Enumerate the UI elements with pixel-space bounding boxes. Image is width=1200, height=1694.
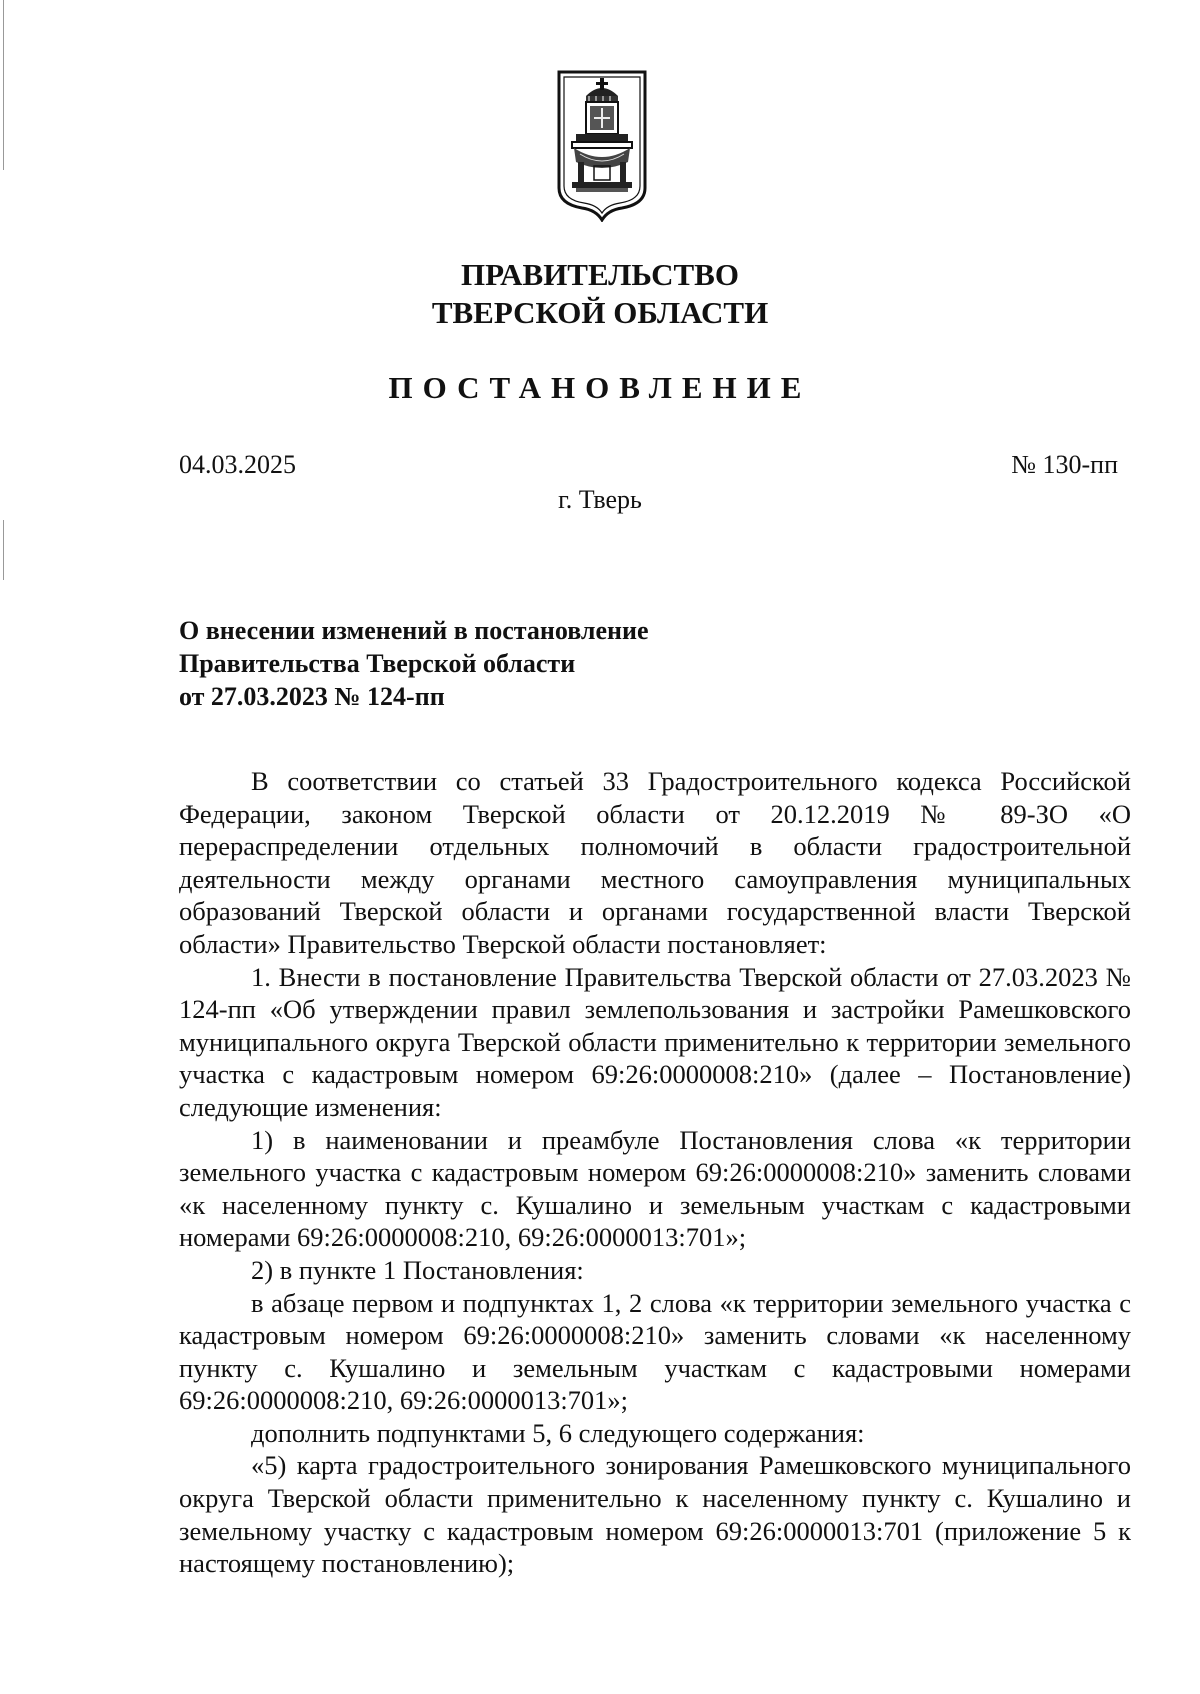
document-body (179, 765, 1131, 1580)
body-paragraph: 1. Внести в постановление Правительства Тверской области от 27.03.2023 № 124-пп «Об утверждении правил землепользования и застройки Рамешковского муниципального округа Тверской области применительно к территории земельного участка с кадастровым номером 69:26:0000008:210» (далее – Постановление) следующие изменения: (179, 961, 1131, 1122)
scan-edge-line (3, 0, 4, 170)
document-type: ПОСТАНОВЛЕНИЕ (388, 370, 812, 405)
document-subject (179, 614, 879, 713)
document-date: 04.03.2025 (179, 450, 296, 479)
body-paragraph: в абзаце первом и подпунктах 1, 2 слова «к территории земельного участка с кадастровым номером 69:26:0000008:210» заменить словами «к населенному пункту с. Кушалино и земельным участкам с кадастровыми номерами 69:26:0000008:210, 69:26:0000013:701»; (179, 1287, 1131, 1416)
tver-coat-of-arms-icon (556, 70, 648, 222)
document-number: № 130-пп (1011, 450, 1118, 479)
subject-line: О внесении изменений в постановление (179, 616, 649, 645)
body-paragraph: В соответствии со статьей 33 Градостроительного кодекса Российской Федерации, законом Тверской области от 20.12.2019 № 89-ЗО «О перераспределении отдельных полномочий в области градостроительной деятельности между органами местного самоуправления муниципальных образований Тверской области и органами государственной власти Тверской области» Правительство Тверской области постановляет: (179, 766, 1131, 959)
body-paragraph: дополнить подпунктами 5, 6 следующего содержания: (251, 1417, 865, 1448)
body-paragraph: 2) в пункте 1 Постановления: (251, 1254, 584, 1285)
scan-edge-line (3, 520, 4, 580)
subject-line: Правительства Тверской области (179, 649, 576, 678)
document-city: г. Тверь (558, 485, 642, 514)
organization-title-line2: ТВЕРСКОЙ ОБЛАСТИ (431, 295, 769, 330)
organization-title-line1: ПРАВИТЕЛЬСТВО (461, 257, 739, 292)
organization-title (0, 256, 1200, 332)
body-paragraph: 1) в наименовании и преамбуле Постановления слова «к территории земельного участка с кадастровым номером 69:26:0000008:210» заменить словами «к населенному пункту с. Кушалино и земельным участкам с кадастровыми номерами 69:26:0000008:210, 69:26:0000013:701»; (179, 1124, 1131, 1253)
body-paragraph: «5) карта градостроительного зонирования Рамешковского муниципального округа Тверской области применительно к населенному пункту с. Кушалино и земельному участку с кадастровым номером 69:26:0000013:701 (приложение 5 к настоящему постановлению); (179, 1450, 1131, 1579)
subject-line: от 27.03.2023 № 124-пп (179, 682, 445, 711)
